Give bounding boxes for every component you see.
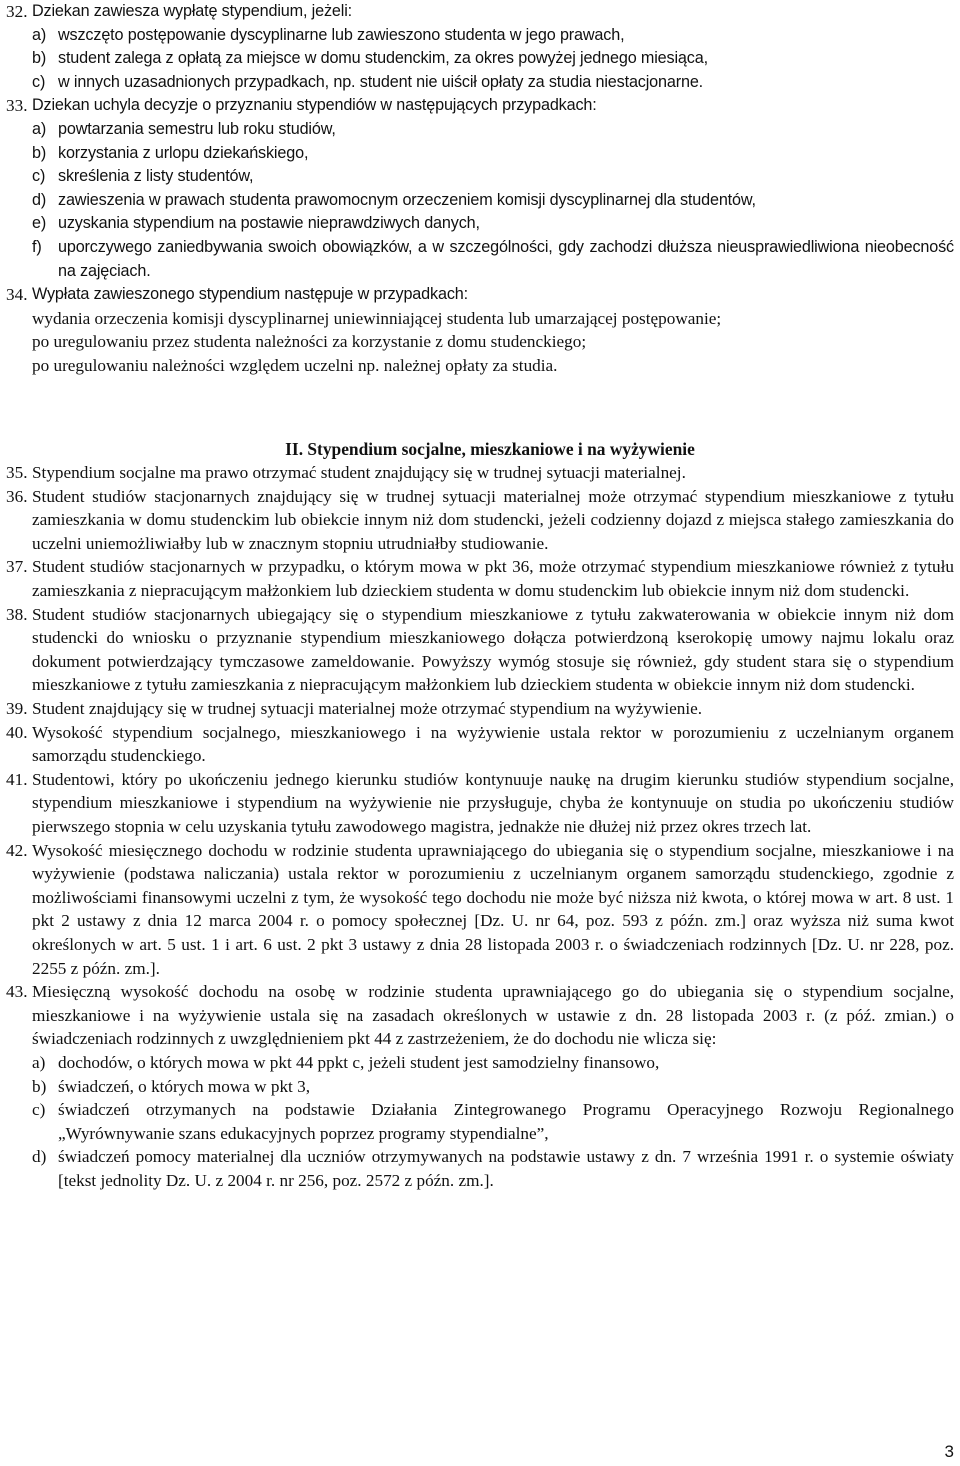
paragraph-number: 39. — [6, 699, 28, 719]
list-item: b) student zalega z opłatą za miejsce w domu studenckim, za okres powyżej jednego miesiąca, — [32, 49, 708, 68]
paragraph-number: 33. — [6, 96, 28, 116]
paragraph-34 — [6, 283, 954, 307]
list-item: c) w innych uzasadnionych przypadkach, np. student nie uiścił opłaty za studia niestacjonarne. — [32, 72, 704, 91]
paragraph-number: 36. — [6, 486, 28, 506]
section-title: II. Stypendium socjalne, mieszkaniowe i na wyżywienie — [285, 438, 695, 459]
list-item: d) świadczeń pomocy materialnej dla uczniów otrzymywanych na podstawie ustawy z dn. 7 września 1991 r. o systemie oświaty [tekst jednolity Dz. U. z 2004 r. nr 256, poz. 2572 z późn. zm.]. — [32, 1147, 954, 1190]
list-item: a) dochodów, o których mowa w pkt 44 ppkt c, jeżeli student jest samodzielny finansowo, — [32, 1052, 660, 1072]
paragraph-text: Miesięczną wysokość dochodu na osobę w rodzinie studenta uprawniającego go do ubiegania się o stypendium socjalne, mieszkaniowe i na wyżywienie ustala się na zasadach określonych w ustawie z dn. 28 listopada 2003 r. (z póź. zmian.) o świadczeniach rodzinnych z uwzględnieniem pkt 44 z zastrzeżeniem, że do dochodu nie wlicza się: — [32, 982, 954, 1049]
paragraph-lead: Dziekan zawiesza wypłatę stypendium, jeżeli: — [32, 2, 352, 20]
paragraph-text: Stypendium socjalne ma prawo otrzymać student znajdujący się w trudnej sytuacji materialnej. — [32, 463, 686, 483]
paragraph-number: 40. — [6, 722, 28, 742]
paragraph-42 — [6, 839, 954, 981]
paragraph-number: 37. — [6, 557, 28, 577]
paragraph-text: Student studiów stacjonarnych znajdujący się w trudnej sytuacji materialnej może otrzymać stypendium mieszkaniowe z tytułu zamieszkania w domu studenckim lub obiekcie innym niż dom studencki, jeżeli codzienny dojazd z miejsca stałego zamieszkania do uczelni uniemożliwiałby lub w znacznym stopniu utrudniałby studiowanie. — [32, 486, 954, 553]
list-item: d) zawieszenia w prawach studenta prawomocnym orzeczeniem komisji dyscyplinarnej dla studentów, — [32, 190, 756, 209]
paragraph-number: 34. — [6, 285, 28, 305]
paragraph-text: Wysokość miesięcznego dochodu w rodzinie studenta uprawniającego do ubiegania się o stypendium socjalne, mieszkaniowe i na wyżywienie (podstawa naliczania) ustala rektor w porozumieniu z uczelnianym organem samorządu studenckiego, zgodnie z możliwościami finansowymi uczelni z tym, że wysokość tego dochodu nie może być niższa niż kwota, o której mowa w art. 8 ust. 1 pkt 2 ustawy z dnia 12 marca 2004 r. o pomocy społecznej [Dz. U. nr 64, poz. 593 z późn. zm.] oraz wyższa niż suma kwot określonych w art. 5 ust. 1 i art. 6 ust. 2 pkt 3 ustawy z dnia 28 listopada 2003 r. o świadczeniach rodzinnych [Dz. U. nr 228, poz. 2255 z późn. zm.]. — [32, 840, 954, 978]
paragraph-number: 38. — [6, 604, 28, 624]
list-item: b) świadczeń, o których mowa w pkt 3, — [32, 1076, 311, 1096]
page-number: 3 — [944, 1442, 954, 1462]
paragraph-text: Student znajdujący się w trudnej sytuacji materialnej może otrzymać stypendium na wyżywienie. — [32, 699, 703, 719]
list-item: a) wszczęto postępowanie dyscyplinarne lub zawieszono studenta w jego prawach, — [32, 25, 625, 44]
paragraph-text: Student studiów stacjonarnych w przypadku, o którym mowa w pkt 36, może otrzymać stypendium mieszkaniowe również z tytułu zamieszkania z niepracującym małżonkiem lub dzieckiem studenta w domu studenckim lub obiekcie innym niż dom studencki. — [32, 557, 954, 601]
paragraph-number: 41. — [6, 769, 28, 789]
list-item: a) powtarzania semestru lub roku studiów, — [32, 119, 336, 138]
list-item: b) korzystania z urlopu dziekańskiego, — [32, 143, 309, 162]
paragraph-33 — [6, 94, 954, 118]
paragraph-43 — [6, 980, 954, 1051]
paragraph-number: 43. — [6, 982, 28, 1002]
paragraph-39 — [6, 697, 954, 721]
list-line: po uregulowaniu przez studenta należności za korzystanie z domu studenckiego; — [32, 332, 587, 352]
paragraph-text: Studentowi, który po ukończeniu jednego kierunku studiów kontynuuje naukę na drugim kierunku studiów stypendium socjalne, stypendium mieszkaniowe i stypendium na wyżywienie nie przysługuje, chyba że kontynuuje on studia po ukończeniu studiów pierwszego stopnia w celu uzyskania tytułu zawodowego magistra, jednakże nie dłużej niż przez okres trzech lat. — [32, 769, 954, 836]
paragraph-37 — [6, 555, 954, 602]
paragraph-number: 42. — [6, 840, 28, 860]
paragraph-40 — [6, 721, 954, 768]
paragraph-41 — [6, 768, 954, 839]
list-item: f) uporczywego zaniedbywania swoich obowiązków, a w szczególności, gdy zachodzi dłuższa nieusprawiedliwiona nieobecność na zajęciach. — [32, 237, 954, 280]
paragraph-32 — [6, 0, 954, 24]
paragraph-38 — [6, 603, 954, 697]
list-line: wydania orzeczenia komisji dyscyplinarnej uniewinniającej studenta lub umarzającej postępowanie; — [32, 308, 722, 328]
paragraph-number: 32. — [6, 2, 28, 21]
paragraph-lead: Dziekan uchyla decyzje o przyznaniu stypendiów w następujących przypadkach: — [32, 96, 597, 115]
paragraph-number: 35. — [6, 463, 28, 483]
paragraph-text: Wysokość stypendium socjalnego, mieszkaniowego i na wyżywienie ustala rektor w porozumieniu z uczelnianym organem samorządu studenckiego. — [32, 722, 954, 766]
list-item: e) uzyskania stypendium na postawie nieprawdziwych danych, — [32, 214, 480, 233]
paragraph-36 — [6, 485, 954, 556]
paragraph-text: Student studiów stacjonarnych ubiegający się o stypendium mieszkaniowe z tytułu zakwaterowania w obiekcie innym niż dom studencki do wniosku o przyznanie stypendium mieszkaniowego dołącza potwierdzoną kserokopię umowy najmu lokalu oraz dokument potwierdzający tymczasowe zameldowanie. Powyższy wymóg stosuje się również, gdy student stara się o stypendium mieszkaniowe z tytułu zamieszkania z niepracującym małżonkiem lub dzieckiem studenta w obiekcie innym niż dom studencki. — [32, 604, 954, 695]
list-line: po uregulowaniu należności względem uczelni np. należnej opłaty za studia. — [32, 355, 558, 375]
list-item: c) skreślenia z listy studentów, — [32, 167, 254, 186]
paragraph-35 — [6, 461, 954, 485]
list-item: c) świadczeń otrzymanych na podstawie Działania Zintegrowanego Programu Operacyjnego Rozwoju Regionalnego „Wyrównywanie szans edukacyjnych poprzez programy stypendialne”, — [32, 1100, 954, 1143]
paragraph-lead: Wypłata zawieszonego stypendium następuje w przypadkach: — [32, 285, 468, 304]
